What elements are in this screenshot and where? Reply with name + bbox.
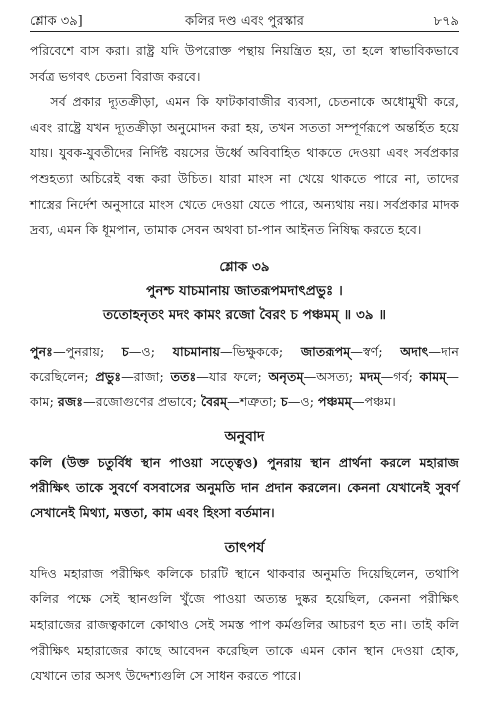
synonym-word: যাচমানায়: [172, 343, 220, 359]
synonyms: [30, 339, 459, 414]
synonym-meaning: —স্বর্ণ;: [350, 343, 401, 359]
translation-heading: অনুবাদ: [224, 428, 265, 445]
running-header: [30, 8, 459, 30]
header-chapter-title: কলির দণ্ড এবং পুরস্কার: [185, 14, 304, 29]
header-verse-ref: শ্লোক ৩৯]: [30, 14, 83, 29]
synonym-word: মদম্: [359, 368, 381, 384]
verse-line-2: ততোহনৃতং মদং কামং রজো বৈরং চ পঞ্চমম্ ॥ ৩৯ ॥: [102, 306, 387, 323]
synonym-word: অদাৎ: [400, 343, 429, 359]
synonym-meaning: —ও;: [128, 343, 173, 359]
synonym-meaning: —রাজা;: [121, 368, 171, 384]
synonym-meaning: —রজোগুণের প্রভাবে;: [83, 393, 201, 409]
synonym-word: কামম্: [419, 368, 447, 384]
synonym-word: চ: [280, 393, 288, 409]
synonym-word: প্রভুঃ: [95, 368, 122, 384]
paragraph: সর্ব প্রকার দ্যূতক্রীড়া, এমন কি ফাটকাবাজীর ব্যবসা, চেতনাকে অধোমুখী করে, এবং রাষ্ট্রে যখন দ্যূতক্রীড়া অনুমোদন করা হয়, তখন সততা সম্পূর্ণরূপে অন্তর্হিত হয়ে যায়। যুবক-যুবতীদের নির্দিষ্ট বয়সের উর্ধ্বে অবিবাহিত থাকতে দেওয়া এবং সর্বপ্রকার পশুহত্যা অচিরেই বন্ধ করা উচিত। যারা মাংস না খেয়ে থাকতে পারে না, তাদের শাস্ত্রের নির্দেশ অনুসারে মাংস খেতে দেওয়া যেতে পারে, অন্যথায় নয়। সর্বপ্রকার মাদক দ্রব্য, এমন কি ধূমপান, তামাক সেবন অথবা চা-পান আইনত নিষিদ্ধ করতে হবে।: [30, 94, 459, 238]
synonym-word: পঞ্চমম্: [318, 393, 352, 409]
synonym-meaning: —যার ফলে;: [196, 368, 269, 384]
synonym-word: জাতরূপম্: [300, 343, 351, 359]
translation-text: কলি (উক্ত চতুর্বিধ স্থান পাওয়া সত্ত্বেও) পুনরায় স্থান প্রার্থনা করলে মহারাজ পরীক্ষিৎ তাকে সুবর্ণে বসবাসের অনুমতি দান প্রদান করলেন। কেননা যেখানেই সুবর্ণ সেখানেই মিথ্যা, মত্ততা, কাম এবং হিংসা বর্তমান।: [30, 454, 459, 520]
synonym-meaning: —গর্ব;: [380, 368, 420, 384]
purport-text: যদিও মহারাজ পরীক্ষিৎ কলিকে চারটি স্থানে থাকবার অনুমতি দিয়েছিলেন, তথাপি কলির পক্ষে সেই স্থানগুলি খুঁজে পাওয়া অত্যন্ত দুষ্কর হয়েছিল, কেননা পরীক্ষিৎ মহারাজের রাজত্বকালে কোথাও সেই সমস্ত পাপ কর্মগুলির আচরণ হত না। তাই কলি পরীক্ষিৎ মহারাজের কাছে আবেদন করেছিল তাকে এমন কোন স্থান দেওয়া হোক, যেখানে তার অসৎ উদ্দেশ্যগুলি সে সাধন করতে পারে।: [30, 565, 459, 684]
synonym-meaning: —পুনরায়;: [52, 343, 122, 359]
synonym-meaning: —অসত্য;: [303, 368, 360, 384]
synonym-meaning: —ও;: [287, 393, 319, 409]
purport-heading: তাৎপর্য: [224, 539, 265, 556]
synonym-word: বৈরম্: [200, 393, 228, 409]
paragraph-continued: পরিবেশে বাস করা। রাষ্ট্র যদি উপরোক্ত পন্থায় নিয়ন্ত্রিত হয়, তা হলে স্বাভাবিকভাবে সর্বত্র ভগবৎ চেতনা বিরাজ করবে।: [30, 43, 459, 84]
synonym-meaning: —দান করেছিলেন;: [30, 343, 459, 384]
synonym-meaning: —কাম;: [30, 368, 459, 409]
page-body: [30, 38, 459, 689]
synonym-word: ততঃ: [170, 368, 197, 384]
page-number: ৮৭৯: [433, 14, 459, 29]
synonym-meaning: —পঞ্চম।: [351, 393, 396, 409]
synonym-meaning: —শত্রুতা;: [227, 393, 281, 409]
synonym-word: রজঃ: [57, 393, 84, 409]
synonym-word: পুনঃ: [30, 343, 53, 359]
header-rule: [30, 31, 459, 32]
synonym-word: অনৃতম্: [268, 368, 304, 384]
verse-line-1: পুনশ্চ যাচমানায় জাতরূপমদাৎপ্রভুঃ ।: [146, 282, 343, 299]
synonym-meaning: —ভিক্ষুককে;: [219, 343, 301, 359]
verse-title: শ্লোক ৩৯: [219, 258, 270, 275]
synonym-word: চ: [121, 343, 129, 359]
